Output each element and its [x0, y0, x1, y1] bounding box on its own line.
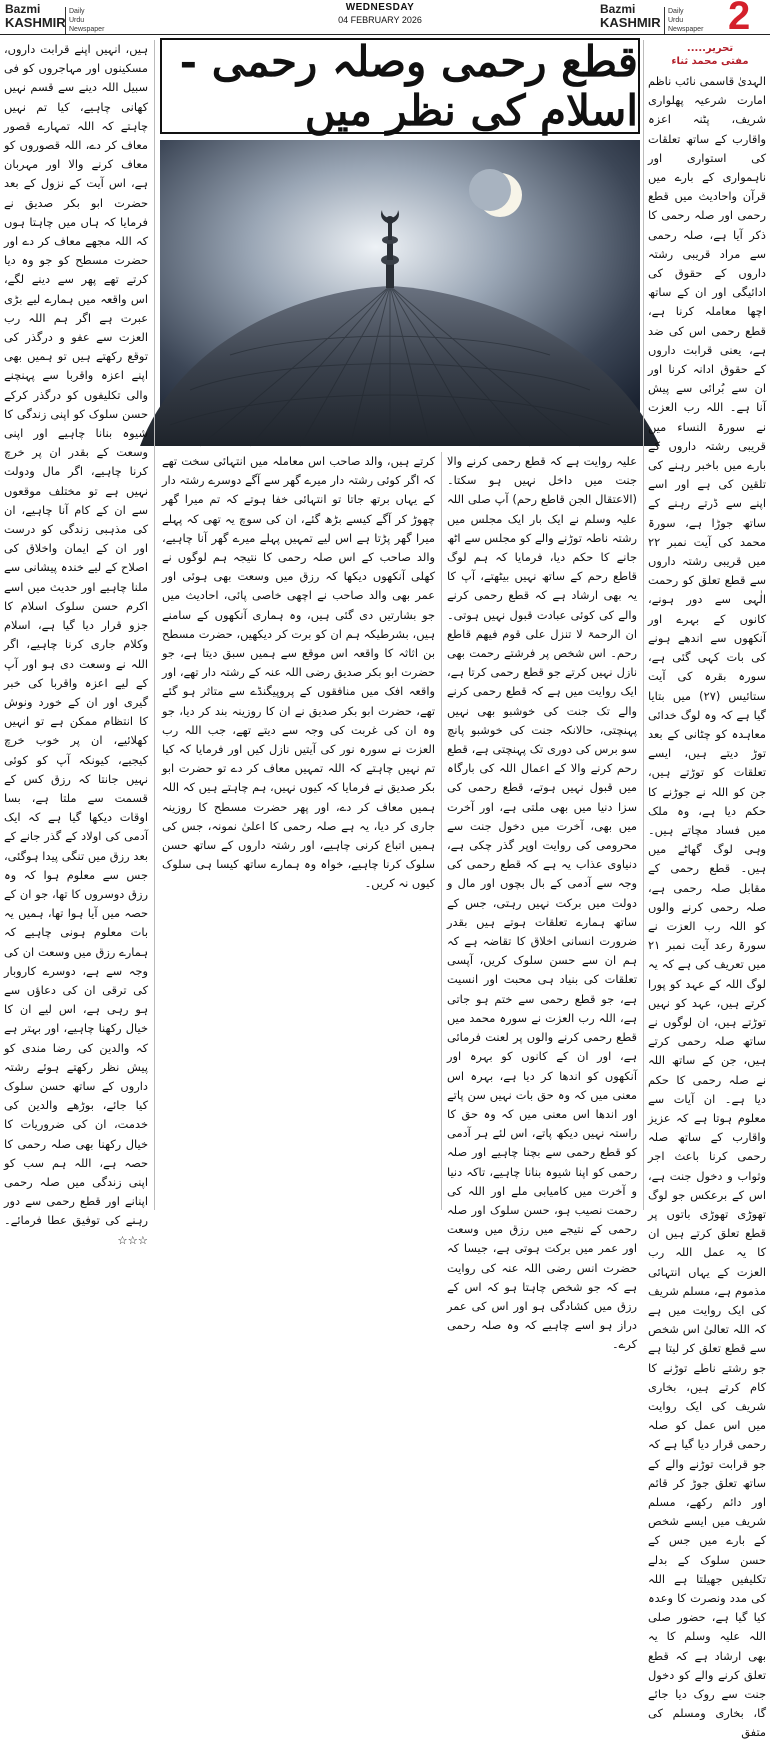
column-3-text: کرتے ہیں، والد صاحب اس معاملہ میں انتہائی سخت تھے کہ اگر کوئی رشتہ دار میرے گھر سے آگے دوسرے رشتہ دار کے یہاں برتھ جاتا تو انتہائی خفا ہوتے کہ تم میرا گھر چھوڑ کر آگے کیسے بڑھ گئے، ان کی سوچ یہ تھی کہ پہلے میرا گھر پڑتا ہے اس لیے تمہیں پہلے میرے گھر آنا چاہیے، والد صاحب کے اس صلہ رحمی کا نتیجہ ہم لوگوں نے کھلی آنکھوں دیکھا کہ رزق میں وسعت بھی ہوئی اور عمر بھی والد صاحب نے اچھی خاصی پائی، احادیث میں جو بشارتیں دی گئی ہیں، وہ ہماری آنکھوں کے سامنے ہیں، بشرطیکہ ہم ان کو برت کر دیکھیں، حضرت مسطح بن اثاثہ کا واقعہ اس موقع سے ہمیں سبق دیتا ہے، جو حضرت ابو بکر صدیق رضی اللہ عنہ کے رشتہ دار تھے، اور واقعہ افک میں منافقوں کے پروپیگنڈے سے متاثر ہو گئے تھے، حضرت ابو بکر صدیق نے ان کا روزینہ بند کر دیا، جو وہ ان کی غربت کی وجہ سے دیتے تھے، جب اللہ رب العزت نے سورہ نور کی آیتیں نازل کیں اور فرمایا کہ کیا تم نہیں چاہتے کہ اللہ تمہیں معاف کر دے تو حضرت ابو بکر صدیق نے فرمایا کہ کیوں نہیں، ہم چاہتے ہیں کہ اللہ ہمیں معاف کر دے، اور پھر حضرت مسطح کا روزینہ جاری کر دیا، یہ ہے صلہ رحمی کا اعلیٰ نمونہ، جس کی ہمیں اتباع کرنی چاہیے، اور رشتہ داروں کے ساتھ حسن سلوک کرنا چاہیے، خواہ وہ ہمارے ساتھ کیسا ہی سلوک کیوں نہ کریں۔ — [162, 454, 435, 891]
article-column-3 — [162, 452, 435, 1207]
brand-word1: Bazmi — [5, 2, 41, 16]
page-number: 2 — [728, 0, 751, 38]
column-1-text: الہدیٰ قاسمی نائب ناظم امارت شرعیہ پھلواری شریف، پٹنہ اعزہ واقارب کے ساتھ تعلقات کی استواری اور ناہمواری کے بارے میں قرآن واحادیث میں قطع رحمی اور صلہ رحمی کا ذکر آیا ہے، صلہ رحمی سے مراد قریبی رشتہ داروں کے حقوق کی ادائیگی اور ان کے ساتھ اچھا معاملہ کرنا ہے، قطع رحمی اس کی ضد ہے، یعنی قرابت داروں کے حقوق ادانہ کرنا اور ان سے بُرائی سے پیش آنا ہے۔ اللہ رب العزت نے سورۃ النساء میں قریبی رشتہ داروں کے بارے میں باخبر رہنے کی تلقین کی ہے اور اسے اپنے سے ڈرتے رہنے کے ساتھ جوڑا ہے، سورۃ محمد کی آیت نمبر ۲۲ میں قریبی رشتہ داروں سے قطع تعلق کو رحمت الٰہی سے دور ہونے، کانوں کے بہرے اور آنکھوں سے اندھے ہونے کی بات کہی گئی ہے، سورہ بقرہ کی آیت ستائیس (۲۷) میں بتایا گیا ہے کہ وہ لوگ خدائی معاہدہ کو چٹانی کے بعد توڑ دیتے ہیں، ایسے تعلقات کو توڑتے ہیں، جن کو اللہ نے جوڑنے کا حکم دیا ہے، وہ ملک میں فساد مچاتے ہیں۔ وہی لوگ گھاٹے میں ہیں۔ قطع رحمی کے مقابل صلہ رحمی ہے، صلہ رحمی کرنے والوں کو اللہ رب العزت نے سورۃ رعد آیت نمبر ۲۱ میں تعریف کی ہے کہ یہ لوگ اللہ کے عہد کو پورا کرتے ہیں، عہد کو نہیں توڑتے ہیں، ان لوگوں نے ساتھ صلہ رحمی کرتے ہیں، جن کے ساتھ اللہ نے صلہ رحمی کا حکم دیا ہے۔ ان آیات سے معلوم ہوتا ہے کہ عزیز واقارب کے ساتھ صلہ رحمی کرنا باعث اجر وثواب و دخول جنت ہے، اس کے برعکس جو لوگ تھوڑی تھوڑی باتوں پر قطع تعلق کرتے ہیں ان کا یہ عمل اللہ رب العزت کے یہاں انتہائی مذموم ہے، مسلم شریف کی ایک روایت میں ہے کہ اللہ تعالیٰ اس شخص سے قطع تعلق کر لیتا ہے جو رشتے ناطے توڑنے کا کام کرتے ہیں، بخاری شریف کی ایک روایت میں اس عمل کو صلہ رحمی قرار دیا گیا ہے کہ جو قرابت توڑنے والے کے ساتھ تعلق جوڑ کر قائم اور دائم رکھے، مسلم شریف میں ایسے شخص کے بارے میں جس کے حسن سلوک کے بدلے تکلیفیں جھیلتا ہے اللہ کی مدد ونصرت کا وعدہ کیا گیا ہے، حضور صلی اللہ علیہ وسلم کا یہ بھی ارشاد ہے کہ قطع تعلق کرنے والے کو دخول جنت سے روک دیا جائے گا، بخاری ومسلم کی متفق — [648, 74, 766, 1740]
column-divider — [643, 40, 644, 1210]
brand-sub: Daily Urdu Newspaper — [65, 7, 104, 34]
column-divider — [441, 452, 442, 1210]
article-column-4 — [4, 40, 148, 1247]
date-block — [270, 2, 490, 25]
brand-word2: KASHMIR — [5, 15, 66, 30]
column-divider — [154, 40, 155, 1210]
brand-logo-right: Bazmi KASHMIR Daily Urdu Newspaper — [600, 2, 704, 33]
brand-logo-left — [5, 2, 105, 33]
headline: قطع رحمی وصلہ رحمی - اسلام کی نظر میں — [160, 38, 640, 134]
mosque-dome-photo — [160, 140, 640, 446]
mosque-dome-moon-illustration — [160, 140, 640, 446]
issue-date: 04 FEBRUARY 2026 — [338, 15, 422, 25]
byline-label: تحریر..... — [686, 43, 734, 54]
column-4-text: ہیں، انہیں اپنے قرابت داروں، مسکینوں اور مہاجروں کو فی سبیل اللہ دینے سے قسم نہیں کھانی چاہیے، کیا تم نہیں چاہتے کہ اللہ تمہارے قصور معاف کر دے، اللہ قصوروں کو معاف کرنے والا اور مہربان ہے، اس آیت کے نزول کے بعد حضرت ابو بکر صدیق نے فرمایا کہ ہاں میں چاہتا ہوں کہ اللہ مجھے معاف کر دے اور حضرت مسطح کو جو وہ دیا کرتے تھے پھر سے دینے لگے، اس واقعہ میں ہمارے لیے بڑی عبرت ہے اگر ہم اللہ رب العزت سے عفو و درگذر کی توقع رکھتے ہیں تو ہمیں بھی اپنے اعزہ واقربا سے پہنچنے والی تکلیفوں کو درگذر کرکے حسن سلوک کو اپنی زندگی کا شیوہ بنانا چاہیے اور اپنی وسعت کے بقدر ان پر خرچ کرنا چاہیے، اگر مال ودولت نہیں ہے تو مختلف موقعوں سے ان کے کام آنا چاہیے، ان کی مذہبی زندگی کو درست اور ان کے ایمان واخلاق کی اصلاح کے لیے خندہ پیشانی سے ملنا چاہیے اور حدیث میں اسے اکرم حسن سلوک اسلام کا جزو قرار دیا گیا ہے، اسلام وکلام جاری کرنا چاہیے، اگر اللہ نے وسعت دی ہو اور آپ کے لیے اعزہ واقربا کی خبر گیری اور ان کے خورد ونوش کا انتظام ممکن ہے تو انہیں کھلائیے، ان پر خوب خرچ کیجیے، کیونکہ آپ کو کوئی نہیں جانتا کہ رزق کس کے قسمت سے ملتا ہے، بسا اوقات دیکھا گیا ہے کہ ایک آدمی کی اولاد کے گذر جانے کے بعد رزق میں تنگی پیدا ہوگئی، جس سے معلوم ہوا کہ وہ رزق دوسروں کا تھا، جو ان کے حصہ میں آیا ہوا تھا، ہمیں یہ بات معلوم ہونی چاہیے کہ ہمارے رزق میں وسعت ان کی وجہ سے ہے، دوسرے کاروبار کی ترقی ان کی دعاؤں سے ہو رہی ہے، اس لیے ان کا خیال رکھنا چاہیے، اور بہتر ہے کہ والدین کی رضا مندی کو پیش نظر رکھتے ہوئے رشتہ داروں کے ساتھ حسن سلوک کیا جائے، بوڑھے والدین کی خدمت، ان کی ضروریات کا خیال رکھنا بھی صلہ رحمی کا حصہ ہے، اللہ ہم سب کو اپنی زندگی میں صلہ رحمی اپنانے اور قطع رحمی سے دور رہنے کی توفیق عطا فرمائے۔ ☆☆☆ — [4, 42, 148, 1247]
author-name: مفتی محمد ثناء — [671, 56, 749, 67]
byline — [650, 42, 770, 68]
masthead — [0, 0, 770, 38]
weekday: WEDNESDAY — [345, 2, 415, 13]
article-column-1 — [648, 72, 766, 1740]
column-2-text: علیہ روایت ہے کہ قطع رحمی کرنے والا جنت میں داخل نہیں ہو سکتا۔ (الاعتقال الجن قاطع رحم) آپ صلی اللہ علیہ وسلم نے ایک بار ایک مجلس میں رشتہ ناطہ توڑنے والے کو مجلس سے اٹھ جانے کا حکم دیا، فرمایا کہ ہم لوگ قاطع رحم کے ساتھ نہیں بیٹھتے، آپ کا یہ بھی ارشاد ہے کہ قطع رحمی کرنے والے کی کوئی عبادت قبول نہیں ہوتی۔ ان الرحمۃ لا تنزل علی قوم فیھم قاطع رحم۔ اس شخص پر فرشتے رحمت بھی نازل نہیں کرتے جو قطع رحمی کرتا ہے، ایک روایت میں ہے کہ قطع رحمی کرنے والے تک جنت کی خوشبو بھی نہیں پہنچتی، حالانکہ جنت کی خوشبو پانچ سو برس کی دوری تک پہنچتی ہے، قطع رحم کرنے والا کے اعمال اللہ کی بارگاہ میں قبول نہیں ہوتے، قطع رحمی کی سزا دنیا میں بھی ملتی ہے، اور آخرت میں بھی، آخرت میں دخول جنت سے محرومی کی روایت اوپر گذر چکی ہے، دنیاوی عذاب یہ ہے کہ قطع رحمی کی وجہ سے آدمی کے بال بچوں اور مال و دولت میں برکت نہیں رہتی، جس کے ساتھ ہمارے تعلقات ہوتے ہیں بقدر ضرورت انسانی اخلاق کا تقاضہ ہے کہ ہم ان سے حسن سلوک کریں، آپسی تعلقات کی بنیاد ہی محبت اور انسیت ہے، جو قطع رحمی سے ختم ہو جاتی ہے، اللہ رب العزت نے سورہ محمد میں قطع رحمی کرنے والوں پر لعنت فرمائی ہے، اور ان کے کانوں کو بہرہ اور آنکھوں کو اندھا کر دیا ہے، بہرہ اس معنی میں کہ وہ حق بات نہیں سن پاتے اور اندھا اس معنی میں کہ وہ حق کا راستہ نہیں دیکھ پاتے، اس لئے ہر آدمی کو قطع رحمی سے بچنا چاہیے اور صلہ رحمی کو اپنا شیوہ بنانا چاہیے، تاکہ دنیا و آخرت میں کامیابی ملے اور اللہ کی رحمت نصیب ہو، حسن سلوک اور صلہ رحمی کے نتیجے میں رزق میں وسعت اور عمر میں برکت ہوتی ہے، جیسا کہ حضرت انس رضی اللہ عنہ کی روایت ہے کہ جو شخص چاہتا ہو کہ اس کے رزق میں کشادگی ہو اور اس کی عمر دراز ہو اسے چاہیے کہ وہ صلہ رحمی کرے۔ — [447, 454, 637, 1352]
article-column-2 — [447, 452, 637, 1352]
